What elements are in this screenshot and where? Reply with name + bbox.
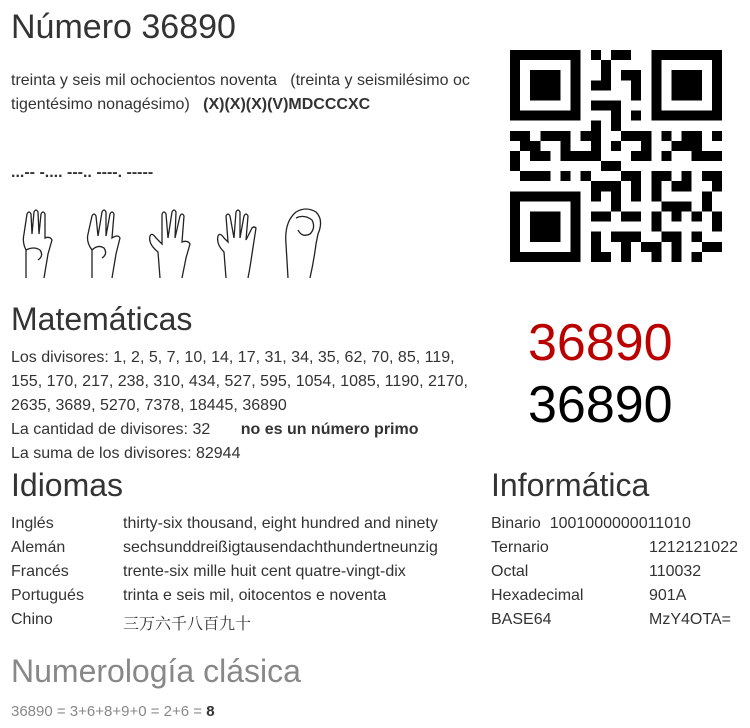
number-words xyxy=(11,69,481,117)
hand-nine-fingers-icon xyxy=(210,204,268,280)
hand-three-fingers-icon xyxy=(12,204,70,280)
math-heading: Matemáticas xyxy=(11,301,193,337)
base-value: 901A xyxy=(649,587,687,604)
divisors-line-1: Los divisores: 1, 2, 5, 7, 10, 14, 17, 31, 34, 35, 62, 70, 85, 119, xyxy=(11,349,455,366)
language-translation: 三万六千八百九十 xyxy=(123,616,252,633)
ordinal-text-1: (treinta y seismilésimo oc xyxy=(290,72,470,89)
language-name: Inglés xyxy=(11,515,54,532)
big-number-black: 36890 xyxy=(528,376,673,434)
computing-heading: Informática xyxy=(491,467,650,503)
language-translation: sechsunddreißigtausendachthundertneunzig xyxy=(123,539,438,556)
divisor-count: La cantidad de divisores: 32 xyxy=(11,421,211,438)
hand-fist-zero-icon xyxy=(276,204,334,280)
language-translation: trente-six mille huit cent quatre-vingt-dix xyxy=(123,563,406,580)
language-translation: trinta e seis mil, oitocentos e noventa xyxy=(123,587,387,604)
base-value: MzY4OTA= xyxy=(649,611,731,628)
base-value: 1212121022 xyxy=(649,539,738,556)
language-translation: thirty-six thousand, eight hundred and ninety xyxy=(123,515,438,532)
hand-six-fingers-icon xyxy=(78,204,136,280)
roman-numeral: (X)(X)(X)(V)MDCCCXC xyxy=(203,96,371,113)
base-value: 110032 xyxy=(649,563,702,580)
math-section xyxy=(11,346,491,466)
hand-eight-fingers-icon xyxy=(144,204,202,280)
numerology-formula-row xyxy=(11,703,215,720)
binary-label: Binario xyxy=(491,515,541,532)
base-label: Ternario xyxy=(491,539,549,556)
languages-heading: Idiomas xyxy=(11,467,124,503)
sign-language-hands xyxy=(12,204,334,280)
base-label: Octal xyxy=(491,563,529,580)
numerology-result: 8 xyxy=(206,703,215,720)
page-title: Número 36890 xyxy=(11,8,236,46)
morse-code: ...-- -.... ---.. ----. ----- xyxy=(11,164,154,181)
divisor-sum: La suma de los divisores: 82944 xyxy=(11,445,241,462)
language-name: Alemán xyxy=(11,539,66,556)
divisors-line-3: 2635, 3689, 5270, 7378, 18445, 36890 xyxy=(11,397,287,414)
prime-status: no es un número primo xyxy=(240,421,419,438)
base-label: BASE64 xyxy=(491,611,552,628)
language-name: Chino xyxy=(11,611,53,628)
binary-row xyxy=(491,515,691,533)
numerology-formula: 36890 = 3+6+8+9+0 = 2+6 = xyxy=(11,703,207,720)
language-name: Francés xyxy=(11,563,69,580)
qr-code-icon xyxy=(510,50,722,262)
divisors-line-2: 155, 170, 217, 238, 310, 434, 527, 595, 1054, 1085, 1190, 2170, xyxy=(11,373,468,390)
binary-value: 1001000000011010 xyxy=(549,515,691,532)
divisor-count-row xyxy=(11,418,491,442)
cardinal-text: treinta y seis mil ochocientos noventa xyxy=(11,72,277,89)
ordinal-text-2: tigentésimo nonagésimo) xyxy=(11,96,190,113)
base-label: Hexadecimal xyxy=(491,587,584,604)
language-name: Portugués xyxy=(11,587,84,604)
big-number-red: 36890 xyxy=(528,314,673,372)
numerology-heading: Numerología clásica xyxy=(11,653,301,689)
